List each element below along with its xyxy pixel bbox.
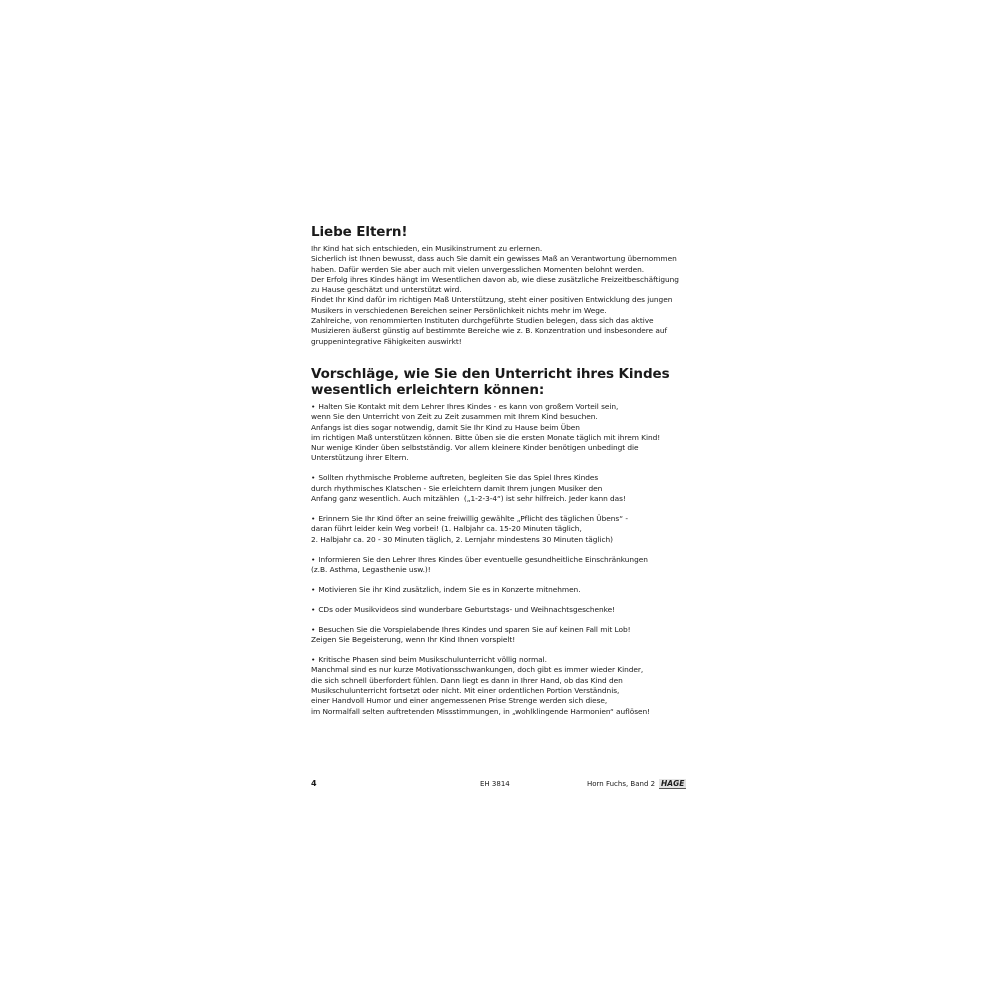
text-line: Musikschulunterricht fortsetzt oder nicht. Mit einer ordentlichen Portion Verständnis, [311,686,620,696]
text-line: Unterstützung ihrer Eltern. [311,453,409,463]
list-item [311,555,691,576]
text-line: • Erinnern Sie Ihr Kind öfter an seine freiwillig gewählte „Pflicht des täglichen Übens“ - [311,514,691,524]
section-title-liebe-eltern: Liebe Eltern! [311,224,408,240]
text-line: Anfangs ist dies sogar notwendig, damit Sie Ihr Kind zu Hause beim Üben [311,422,580,432]
text-line: Ihr Kind hat sich entschieden, ein Musikinstrument zu erlernen. [311,244,543,253]
text-line: • Kritische Phasen sind beim Musikschulunterricht völlig normal. [311,655,691,665]
text-line: Sicherlich ist Ihnen bewusst, dass auch Sie damit ein gewisses Maß an Verantwortung übernommen [311,254,677,264]
list-item [311,514,691,545]
list-item [311,585,691,595]
text-line: • Besuchen Sie die Vorspielabende Ihres Kindes und sparen Sie auf keinen Fall mit Lob! [311,625,691,635]
text-line: Zahlreiche, von renommierten Instituten durchgeführte Studien belegen, dass sich das aktive [311,316,654,326]
title-line: Vorschläge, wie Sie den Unterricht ihres Kindes [311,365,670,382]
text-line: die sich schnell überfordert fühlen. Dann liegt es dann in Ihrer Hand, ob das Kind den [311,675,623,685]
text-line: • Informieren Sie den Lehrer Ihres Kindes über eventuelle gesundheitliche Einschränkungen [311,555,691,565]
publisher-logo: HAGE [661,779,685,788]
text-line: zu Hause geschätzt und unterstützt wird. [311,285,462,295]
text-line: daran führt leider kein Weg vorbei! (1. Halbjahr ca. 15-20 Minuten täglich, [311,524,582,534]
document-page [311,224,691,727]
text-line: 2. Halbjahr ca. 20 - 30 Minuten täglich, 2. Lernjahr mindestens 30 Minuten täglich) [311,534,613,544]
edition-code: EH 3814 [480,780,510,788]
text-line: Musikers in verschiedenen Bereichen seiner Persönlichkeit nichts mehr im Wege. [311,305,607,315]
text-line: (z.B. Asthma, Legasthenie usw.)! [311,564,431,574]
text-line: Findet Ihr Kind dafür im richtigen Maß Unterstützung, steht einer positiven Entwicklung des jungen [311,295,673,305]
text-line: Manchmal sind es nur kurze Motivationsschwankungen, doch gibt es immer wieder Kinder, [311,665,644,675]
list-item [311,625,691,646]
text-line: • Motivieren Sie ihr Kind zusätzlich, indem Sie es in Konzerte mitnehmen. [311,585,691,595]
title-line: wesentlich erleichtern können: [311,381,545,398]
text-line: haben. Dafür werden Sie aber auch mit vielen unvergesslichen Momenten belohnt werden. [311,264,645,274]
text-line: wenn Sie den Unterricht von Zeit zu Zeit zusammen mit Ihrem Kind besuchen. [311,412,598,422]
list-item [311,655,691,717]
page-number: 4 [311,779,317,788]
text-line: im Normalfall selten auftretenden Missstimmungen, in „wohlklingende Harmonien“ auflösen! [311,706,651,716]
book-title: Horn Fuchs, Band 2 [587,780,656,788]
text-line: durch rhythmisches Klatschen - Sie erleichtern damit Ihrem jungen Musiker den [311,483,603,493]
list-item [311,605,691,615]
page-footer [311,779,685,791]
text-line: • Halten Sie Kontakt mit dem Lehrer Ihres Kindes - es kann von großem Vorteil sein, [311,402,691,412]
text-line: Nur wenige Kinder üben selbstständig. Vor allem kleinere Kinder benötigen unbedingt die [311,443,639,453]
intro-paragraph [311,244,691,347]
text-line: • Sollten rhythmische Probleme auftreten, begleiten Sie das Spiel Ihres Kindes [311,473,691,483]
text-line: Musizieren äußerst günstig auf bestimmte Bereiche wie z. B. Konzentration und insbesondere auf [311,326,668,336]
text-line: • CDs oder Musikvideos sind wunderbare Geburtstags- und Weihnachtsgeschenke! [311,605,691,615]
text-line: Anfang ganz wesentlich. Auch mitzählen („1-2-3-4“) ist sehr hilfreich. Jeder kann das! [311,494,626,504]
text-line: im richtigen Maß unterstützen können. Bitte üben sie die ersten Monate täglich mit ihrem Kind! [311,432,661,442]
section-title-vorschlaege [311,366,691,398]
text-line: einer Handvoll Humor und einer angemessenen Prise Strenge werden sich diese, [311,696,608,706]
text-line: Der Erfolg ihres Kindes hängt im Wesentlichen davon ab, wie diese zusätzliche Freizeitbeschäftigung [311,274,679,284]
text-line: gruppenintegrative Fähigkeiten auswirkt! [311,336,462,346]
list-item [311,473,691,504]
list-item [311,402,691,464]
text-line: Zeigen Sie Begeisterung, wenn Ihr Kind Ihnen vorspielt! [311,635,516,645]
